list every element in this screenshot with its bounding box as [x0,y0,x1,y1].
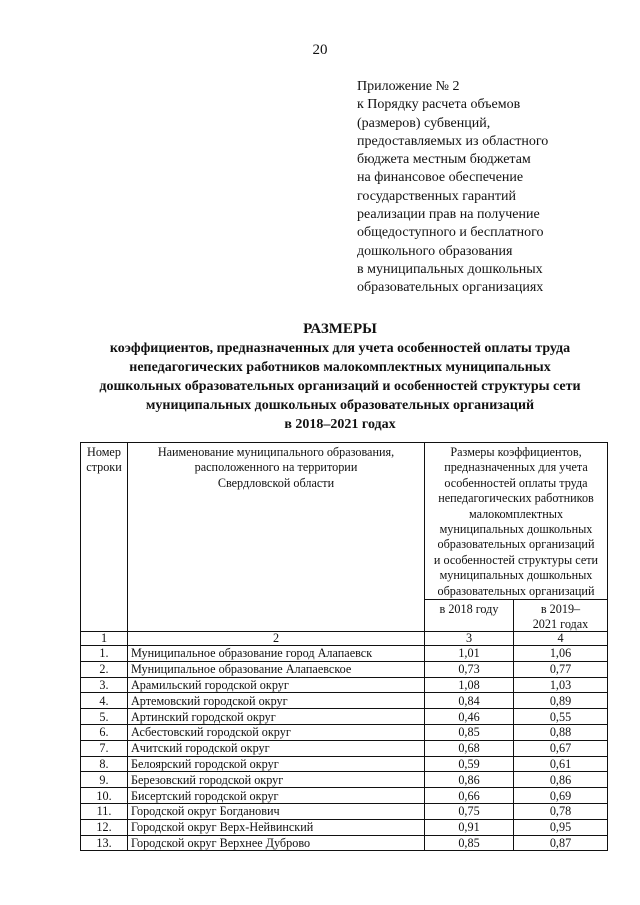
title-line: непедагогических работников малокомплектных муниципальных [129,360,551,375]
table-row [81,788,608,804]
appendix-line: реализации прав на получение [357,207,540,223]
coefficient-2018-cell: 1,01 [425,646,514,662]
coefficient-2018-cell: 0,91 [425,819,514,835]
column-number: 4 [514,632,608,646]
coefficient-2019-2021-cell: 1,03 [514,677,608,693]
coefficient-2019-2021-cell: 0,61 [514,756,608,772]
table-row [81,709,608,725]
table-row [81,772,608,788]
municipality-name-cell: Березовский городской округ [128,772,425,788]
appendix-line: дошкольного образования [357,243,513,259]
coefficient-2019-2021-cell: 0,67 [514,740,608,756]
table-header-row [81,443,608,600]
coefficient-2019-2021-cell: 0,77 [514,661,608,677]
coefficient-2019-2021-cell: 0,95 [514,819,608,835]
appendix-line: образовательных организациях [357,280,544,296]
table-row [81,646,608,662]
column-number: 1 [81,632,128,646]
column-number: 2 [128,632,425,646]
coefficient-2018-cell: 0,86 [425,772,514,788]
appendix-block [357,78,617,298]
appendix-line: бюджета местным бюджетам [357,152,531,168]
row-number-cell: 3. [81,677,128,693]
page-number: 20 [312,42,328,58]
header-row-number: Номер строки [81,443,128,632]
row-number-cell: 4. [81,693,128,709]
coefficients-table [80,442,608,851]
municipality-name-cell: Артемовский городской округ [128,693,425,709]
row-number-cell: 6. [81,725,128,741]
coefficient-2018-cell: 0,68 [425,740,514,756]
coefficient-2019-2021-cell: 0,69 [514,788,608,804]
row-number-cell: 13. [81,835,128,851]
coefficient-2019-2021-cell: 0,87 [514,835,608,851]
row-number-cell: 12. [81,819,128,835]
coefficient-2018-cell: 0,59 [425,756,514,772]
municipality-name-cell: Городской округ Богданович [128,804,425,820]
municipality-name-cell: Городской округ Верхнее Дуброво [128,835,425,851]
table-row [81,725,608,741]
row-number-cell: 2. [81,661,128,677]
municipality-name-cell: Артинский городской округ [128,709,425,725]
column-number-row [81,632,608,646]
table-body [81,646,608,851]
coefficient-2019-2021-cell: 0,86 [514,772,608,788]
table-row [81,677,608,693]
coefficient-2018-cell: 0,85 [425,835,514,851]
appendix-line: общедоступного и бесплатного [357,225,544,241]
table-row [81,835,608,851]
table-row [81,740,608,756]
header-year-2018: в 2018 году [425,600,514,632]
municipality-name-cell: Муниципальное образование Алапаевское [128,661,425,677]
municipality-name-cell: Бисертский городской округ [128,788,425,804]
row-number-cell: 9. [81,772,128,788]
title-line: дошкольных образовательных организаций и особенностей структуры сети [99,379,581,394]
appendix-line: Приложение № 2 [357,79,460,94]
row-number-cell: 10. [81,788,128,804]
coefficient-2018-cell: 0,66 [425,788,514,804]
coefficient-2019-2021-cell: 0,89 [514,693,608,709]
coefficient-2019-2021-cell: 0,55 [514,709,608,725]
coefficient-2018-cell: 0,73 [425,661,514,677]
coefficient-2018-cell: 1,08 [425,677,514,693]
header-municipality-name: Наименование муниципального образования, расположенного на территории Свердловской области [128,443,425,632]
municipality-name-cell: Арамильский городской округ [128,677,425,693]
header-coefficient-sizes: Размеры коэффициентов, предназначенных для учета особенностей оплаты труда непедагогических работников малокомплектных муниципальных дошкольных образовательных организаций и особенностей структуры сети муниципальных дошкольных образовательных организаций [425,443,608,600]
appendix-line: к Порядку расчета объемов [357,97,521,113]
coefficient-2019-2021-cell: 0,88 [514,725,608,741]
coefficient-2018-cell: 0,46 [425,709,514,725]
title-line: в 2018–2021 годах [284,417,396,432]
appendix-line: предоставляемых из областного [357,133,549,149]
table-row [81,756,608,772]
document-title [40,319,640,434]
municipality-name-cell: Белоярский городской округ [128,756,425,772]
appendix-line: на финансовое обеспечение [357,170,524,186]
title-main: РАЗМЕРЫ [303,321,377,337]
municipality-name-cell: Муниципальное образование город Алапаевск [128,646,425,662]
title-line: муниципальных дошкольных образовательных организаций [145,398,535,413]
column-number: 3 [425,632,514,646]
appendix-line: в муниципальных дошкольных [357,261,543,277]
coefficient-2018-cell: 0,84 [425,693,514,709]
municipality-name-cell: Асбестовский городской округ [128,725,425,741]
header-year-2019-2021: в 2019– 2021 годах [514,600,608,632]
coefficient-2019-2021-cell: 1,06 [514,646,608,662]
table-row [81,819,608,835]
row-number-cell: 11. [81,804,128,820]
table-row [81,661,608,677]
title-subtitle [40,339,640,434]
municipality-name-cell: Городской округ Верх-Нейвинский [128,819,425,835]
table-row [81,804,608,820]
title-line: коэффициентов, предназначенных для учета особенностей оплаты труда [109,341,571,356]
table-row [81,693,608,709]
coefficient-2018-cell: 0,75 [425,804,514,820]
appendix-line: государственных гарантий [357,188,516,204]
row-number-cell: 1. [81,646,128,662]
coefficient-2018-cell: 0,85 [425,725,514,741]
appendix-line: (размеров) субвенций, [357,115,491,131]
row-number-cell: 5. [81,709,128,725]
municipality-name-cell: Ачитский городской округ [128,740,425,756]
row-number-cell: 7. [81,740,128,756]
row-number-cell: 8. [81,756,128,772]
coefficient-2019-2021-cell: 0,78 [514,804,608,820]
